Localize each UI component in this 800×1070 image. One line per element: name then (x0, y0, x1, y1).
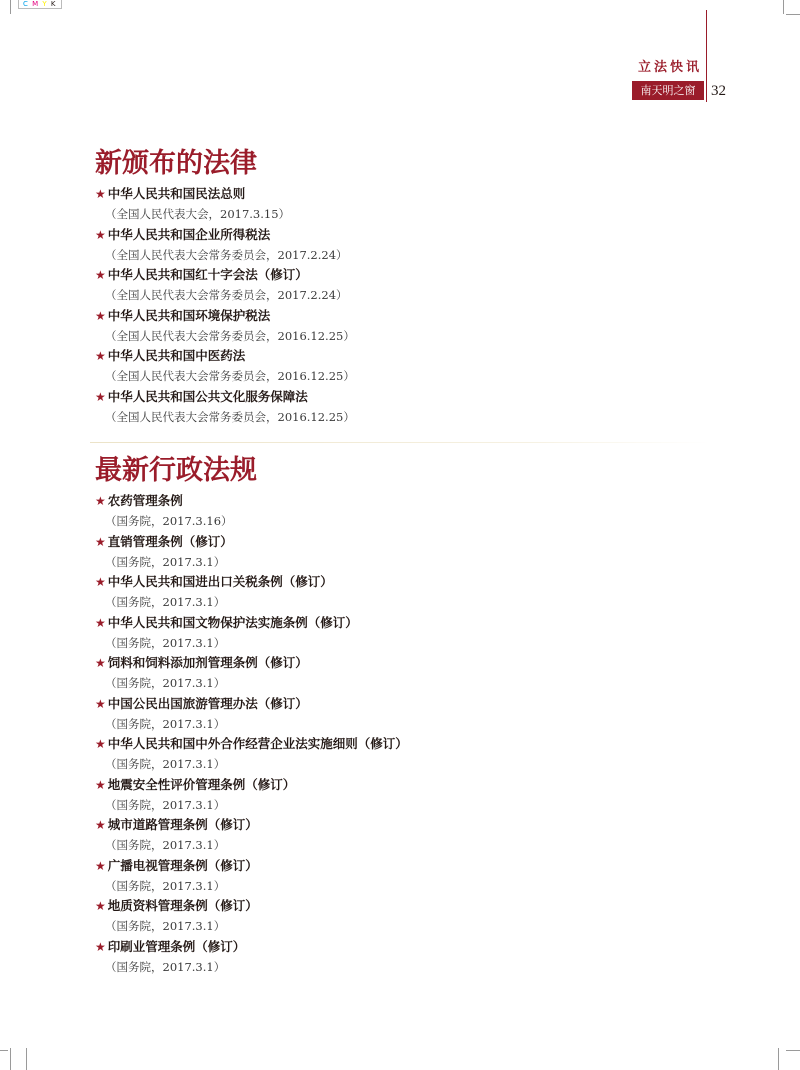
list-item (95, 653, 715, 694)
item-title-text: 中华人民共和国文物保护法实施条例（修订） (107, 614, 358, 630)
item-title-text: 农药管理条例 (107, 493, 183, 508)
item-title-text: 中华人民共和国中外合作经营企业法实施细则（修订） (107, 736, 408, 751)
item-source: （国务院，2017.3.1） (105, 797, 226, 812)
item-title-text: 中国公民出国旅游管理办法（修订） (107, 695, 308, 711)
item-title-text: 中华人民共和国企业所得税法 (107, 226, 271, 242)
list-item (95, 896, 715, 937)
regulations-section-title: 最新行政法规 (95, 455, 257, 486)
star-bullet-icon: ★ (95, 696, 106, 711)
list-item (95, 694, 715, 735)
item-title (95, 306, 715, 326)
section-divider (90, 442, 710, 443)
item-title-text: 饲料和饲料添加剂管理条例（修订） (107, 655, 308, 670)
crop-mark-top-right-h (786, 14, 800, 15)
star-bullet-icon: ★ (95, 308, 106, 323)
header-vertical-rule (706, 10, 707, 102)
star-bullet-icon: ★ (95, 777, 106, 792)
item-source: （国务院，2017.3.1） (105, 635, 226, 650)
item-title-text: 中华人民共和国环境保护税法 (107, 307, 271, 323)
star-bullet-icon: ★ (95, 389, 106, 404)
laws-list (95, 184, 715, 427)
item-title-text: 中华人民共和国红十字会法（修订） (107, 267, 308, 282)
star-bullet-icon: ★ (95, 187, 106, 201)
star-bullet-icon: ★ (95, 575, 106, 589)
star-bullet-icon: ★ (95, 349, 106, 363)
item-source: （国务院，2017.3.1） (105, 595, 226, 609)
regulations-section (95, 455, 715, 977)
item-title (95, 775, 715, 795)
item-title (95, 532, 715, 552)
item-title (95, 572, 715, 592)
list-item (95, 532, 715, 573)
list-item (95, 306, 715, 347)
item-source: （国务院，2017.3.1） (105, 676, 226, 690)
star-bullet-icon: ★ (95, 227, 106, 242)
list-item (95, 225, 715, 266)
star-bullet-icon: ★ (95, 534, 106, 549)
item-source: （国务院，2017.3.1） (105, 757, 226, 771)
item-title-text: 地质资料管理条例（修订） (107, 898, 258, 913)
item-source: （国务院，2017.3.1） (105, 878, 226, 893)
crop-mark-bottom-left-h (0, 1050, 8, 1051)
item-source: （全国人民代表大会常务委员会，2017.2.24） (105, 247, 348, 262)
item-source: （全国人民代表大会常务委员会，2016.12.25） (105, 369, 355, 383)
crop-mark-bottom-right (778, 1048, 779, 1070)
list-item (95, 265, 715, 306)
item-source: （全国人民代表大会常务委员会，2016.12.25） (105, 328, 355, 343)
item-title (95, 491, 715, 511)
item-title (95, 346, 715, 366)
item-title-text: 城市道路管理条例（修订） (107, 817, 258, 832)
item-title (95, 225, 715, 245)
item-title (95, 694, 715, 714)
star-bullet-icon: ★ (95, 939, 106, 954)
item-title (95, 734, 715, 754)
list-item (95, 856, 715, 897)
star-bullet-icon: ★ (95, 818, 106, 832)
item-title-text: 直销管理条例（修订） (107, 533, 233, 549)
cmyk-c: C (23, 0, 29, 8)
crop-mark-bottom-left-2 (26, 1048, 27, 1070)
item-source: （全国人民代表大会，2017.3.15） (105, 207, 291, 221)
cmyk-m: M (32, 0, 40, 8)
list-item (95, 815, 715, 856)
item-title (95, 896, 715, 916)
list-item (95, 613, 715, 654)
list-item (95, 937, 715, 978)
list-item (95, 387, 715, 428)
item-source: （全国人民代表大会常务委员会，2017.2.24） (105, 288, 348, 302)
item-title (95, 613, 715, 633)
item-title (95, 815, 715, 835)
list-item (95, 775, 715, 816)
star-bullet-icon: ★ (95, 615, 106, 630)
list-item (95, 572, 715, 613)
item-title-text: 印刷业管理条例（修订） (107, 938, 246, 954)
section-tag: 立法快讯 (637, 60, 702, 75)
item-source: （国务院，2017.3.1） (105, 959, 226, 974)
laws-section-title: 新颁布的法律 (95, 148, 257, 179)
item-title (95, 184, 715, 204)
item-source: （国务院，2017.3.1） (105, 554, 226, 569)
item-title-text: 广播电视管理条例（修订） (107, 857, 258, 873)
item-title (95, 265, 715, 285)
item-title (95, 387, 715, 407)
item-title (95, 856, 715, 876)
column-name-badge: 南天明之窗 (632, 81, 704, 100)
item-title (95, 653, 715, 673)
star-bullet-icon: ★ (95, 656, 106, 670)
crop-mark-top-left (10, 0, 11, 14)
star-bullet-icon: ★ (95, 494, 106, 508)
item-source: （全国人民代表大会常务委员会，2016.12.25） (105, 409, 355, 424)
list-item (95, 491, 715, 532)
item-title (95, 937, 715, 957)
item-source: （国务院，2017.3.16） (105, 514, 233, 528)
star-bullet-icon: ★ (95, 899, 106, 913)
item-title-text: 中华人民共和国公共文化服务保障法 (107, 388, 308, 404)
regulations-list (95, 491, 715, 977)
cmyk-k: K (50, 0, 57, 8)
item-source: （国务院，2017.3.1） (105, 919, 226, 933)
crop-mark-top-right (783, 0, 784, 14)
list-item (95, 184, 715, 225)
item-title-text: 中华人民共和国进出口关税条例（修订） (107, 574, 333, 589)
star-bullet-icon: ★ (95, 268, 106, 282)
item-source: （国务院，2017.3.1） (105, 716, 226, 731)
cmyk-y: Y (42, 0, 48, 8)
laws-section (95, 148, 715, 427)
item-source: （国务院，2017.3.1） (105, 838, 226, 852)
cmyk-registration-mark (18, 0, 62, 9)
star-bullet-icon: ★ (95, 737, 106, 751)
crop-mark-bottom-right-h (786, 1050, 800, 1051)
item-title-text: 中华人民共和国民法总则 (107, 186, 246, 201)
page-number: 32 (711, 83, 726, 99)
crop-mark-bottom-left (10, 1048, 11, 1070)
item-title-text: 地震安全性评价管理条例（修订） (107, 776, 296, 792)
item-title-text: 中华人民共和国中医药法 (107, 348, 246, 363)
list-item (95, 346, 715, 387)
star-bullet-icon: ★ (95, 858, 106, 873)
list-item (95, 734, 715, 775)
